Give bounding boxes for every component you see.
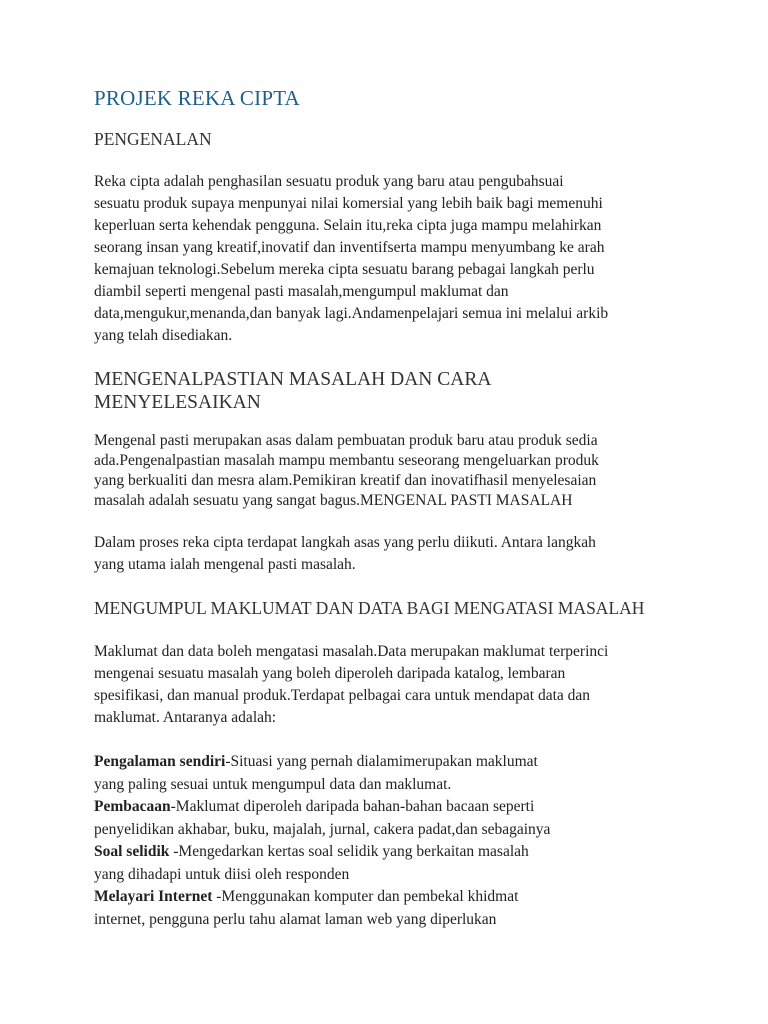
text-line: spesifikasi, dan manual produk.Terdapat pelbagai cara untuk mendapat data dan — [94, 687, 591, 704]
heading-mengumpul: MENGUMPUL MAKLUMAT DAN DATA BAGI MENGATASI MASALAH — [94, 598, 645, 618]
heading-line: MENGENALPASTIAN MASALAH DAN CARA — [94, 369, 492, 390]
list-item-soal-selidik — [94, 841, 694, 886]
text-line: yang utama ialah mengenal pasti masalah. — [94, 556, 356, 573]
list-item-pengalaman — [94, 751, 694, 796]
text-line: seorang insan yang kreatif,inovatif dan inventifserta mampu menyumbang ke arah — [94, 239, 605, 256]
document-title: PROJEK REKA CIPTA — [94, 86, 300, 110]
text-line: kemajuan teknologi.Sebelum mereka cipta sesuatu barang pebagai langkah perlu — [94, 261, 595, 278]
text-line: yang berkualiti dan mesra alam.Pemikiran kreatif dan inovatifhasil menyelesaian — [94, 472, 597, 489]
paragraph-langkah — [94, 532, 694, 576]
list-item-term: Soal selidik — [94, 843, 170, 860]
paragraph-mengenal — [94, 431, 694, 511]
list-item-term: Melayari Internet — [94, 888, 213, 905]
text-line: yang telah disediakan. — [94, 327, 233, 344]
text-line: masalah adalah sesuatu yang sangat bagus.MENGENAL PASTI MASALAH — [94, 492, 573, 509]
text-line: data,mengukur,menanda,dan banyak lagi.Andamenpelajari semua ini melalui arkib — [94, 305, 609, 322]
list-item-term: Pengalaman sendiri — [94, 753, 226, 770]
list-item-line: yang paling sesuai untuk mengumpul data dan maklumat. — [94, 775, 452, 793]
list-item-text: -Mengedarkan kertas soal selidik yang berkaitan masalah — [169, 843, 529, 860]
text-line: sesuatu produk supaya menpunyai nilai komersial yang lebih baik bagi memenuhi — [94, 195, 603, 212]
list-item-pembacaan — [94, 796, 694, 841]
text-line: keperluan serta kehendak pengguna. Selain itu,reka cipta juga mampu melahirkan — [94, 217, 602, 234]
text-line: diambil seperti mengenal pasti masalah,mengumpul maklumat dan — [94, 283, 509, 300]
heading-pengenalan: PENGENALAN — [94, 129, 212, 149]
list-item-text: -Maklumat diperoleh daripada bahan-bahan bacaan seperti — [170, 798, 535, 815]
list-item-line — [94, 886, 694, 909]
text-line: ada.Pengenalpastian masalah mampu membantu seseorang mengeluarkan produk — [94, 452, 599, 469]
paragraph-pengenalan — [94, 171, 694, 347]
list-item-line: internet, pengguna perlu tahu alamat laman web yang diperlukan — [94, 910, 497, 928]
text-line: Reka cipta adalah penghasilan sesuatu produk yang baru atau pengubahsuai — [94, 173, 564, 190]
text-line: Maklumat dan data boleh mengatasi masalah.Data merupakan maklumat terperinci — [94, 643, 609, 660]
text-line: Mengenal pasti merupakan asas dalam pembuatan produk baru atau produk sedia — [94, 432, 598, 449]
list-item-line — [94, 751, 694, 774]
list-item-line: yang dihadapi untuk diisi oleh responden — [94, 865, 350, 883]
text-line: mengenai sesuatu masalah yang boleh diperoleh daripada katalog, lembaran — [94, 665, 566, 682]
list-item-line — [94, 841, 694, 864]
text-line: maklumat. Antaranya adalah: — [94, 709, 277, 726]
text-line: Dalam proses reka cipta terdapat langkah asas yang perlu diikuti. Antara langkah — [94, 534, 596, 551]
heading-line: MENYELESAIKAN — [94, 392, 261, 413]
list-item-line: penyelidikan akhabar, buku, majalah, jurnal, cakera padat,dan sebagainya — [94, 820, 551, 838]
list-item-internet — [94, 886, 694, 931]
paragraph-mengumpul — [94, 641, 694, 729]
list-item-term: Pembacaan — [94, 798, 171, 815]
list-item-text: -Situasi yang pernah dialamimerupakan maklumat — [225, 753, 538, 770]
heading-mengenal — [94, 368, 694, 414]
list-item-text: -Menggunakan komputer dan pembekal khidmat — [212, 888, 519, 905]
list-item-line — [94, 796, 694, 819]
